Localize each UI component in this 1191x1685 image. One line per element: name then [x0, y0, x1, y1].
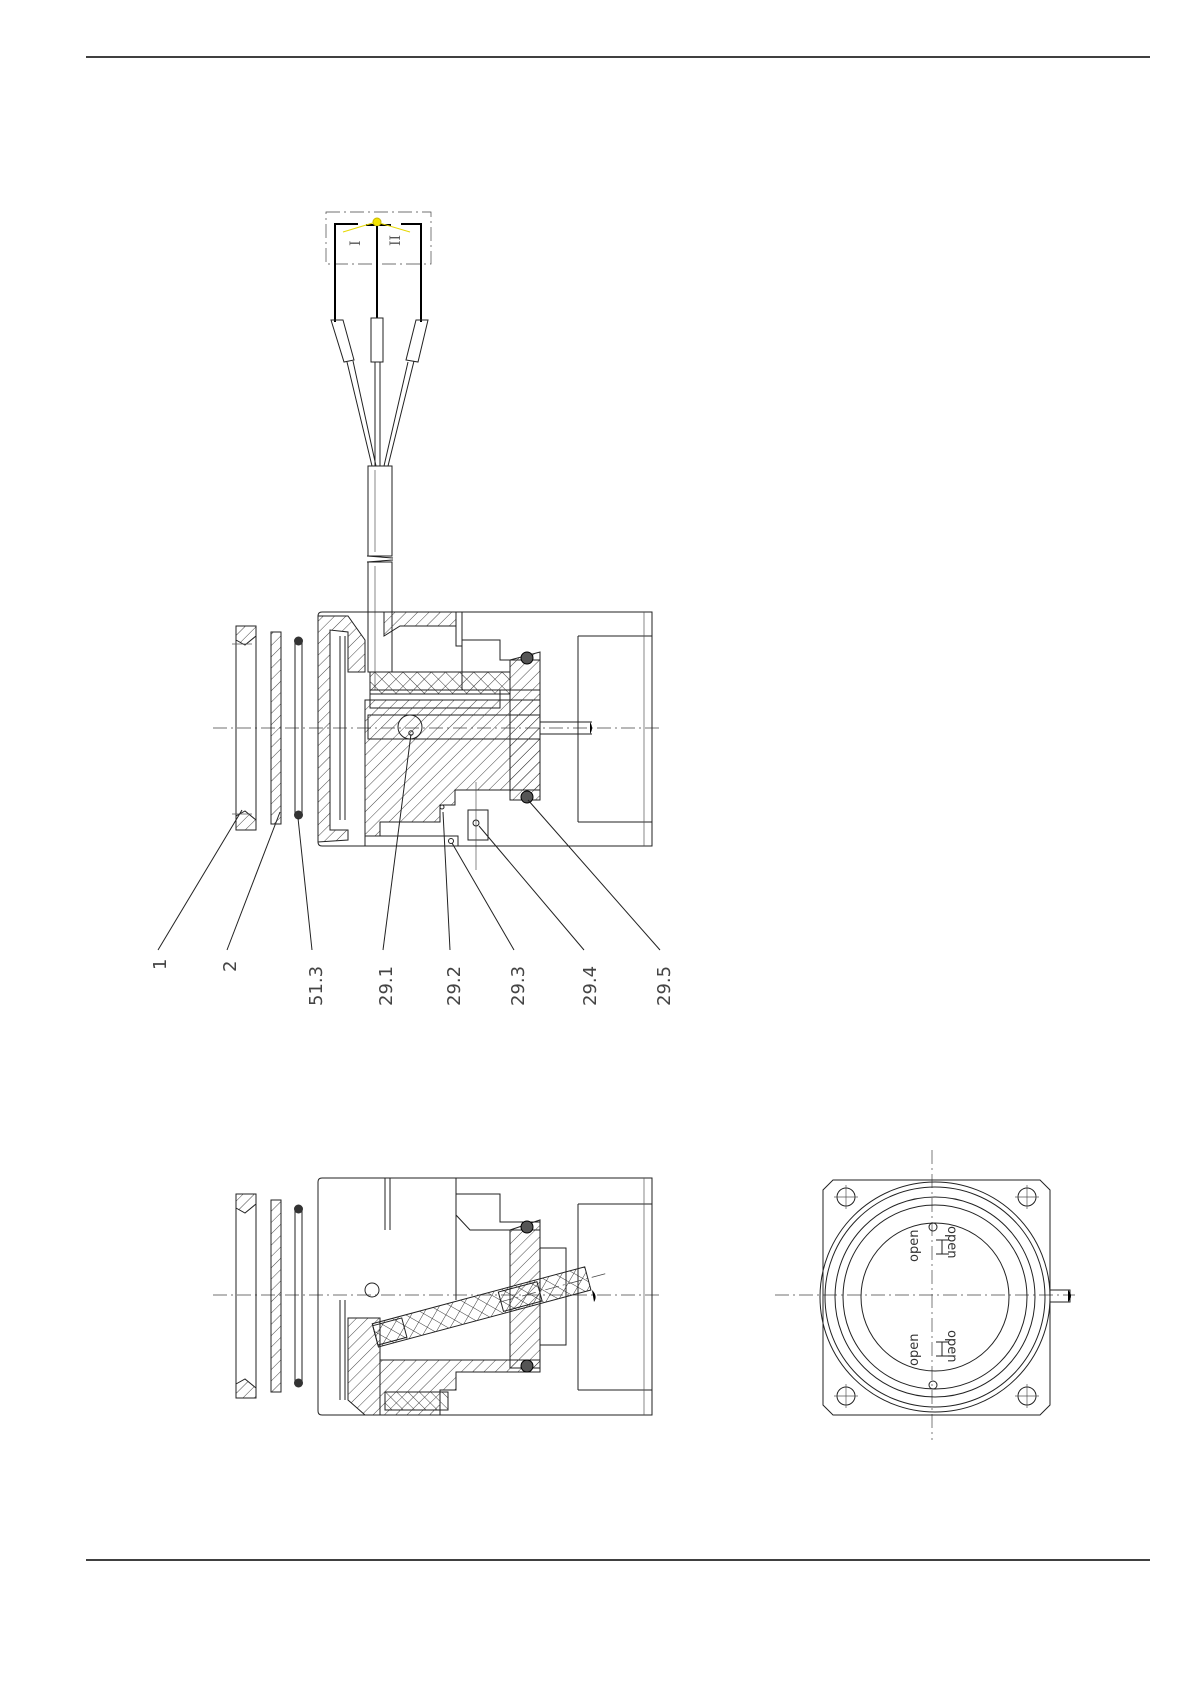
front-view — [775, 1150, 1075, 1440]
label-open-bottom-left: open — [907, 1333, 922, 1366]
switch-position-box — [326, 212, 431, 264]
callout-29-3: 29.3 — [508, 965, 529, 1006]
switch-position-II: II — [388, 234, 404, 246]
callout-2: 2 — [220, 960, 241, 972]
section-view-upper — [150, 212, 675, 1006]
label-open-top-right: open — [944, 1226, 959, 1259]
callout-29-1: 29.1 — [376, 965, 397, 1006]
callout-51-3: 51.3 — [306, 965, 327, 1006]
switch-position-I: I — [348, 240, 364, 246]
part-2-washer — [271, 632, 281, 824]
seal-upper-top — [521, 652, 533, 664]
seal-upper-bottom — [521, 791, 533, 803]
callout-29-4: 29.4 — [580, 965, 601, 1006]
callout-1: 1 — [150, 958, 171, 970]
section-view-lower — [213, 1178, 660, 1415]
callout-labels — [150, 959, 675, 1006]
label-open-bottom-right: open — [944, 1330, 959, 1363]
switch-contact-point — [373, 218, 381, 226]
callout-29-2: 29.2 — [444, 965, 465, 1006]
callout-29-5: 29.5 — [654, 965, 675, 1006]
label-open-top-left: open — [907, 1229, 922, 1262]
